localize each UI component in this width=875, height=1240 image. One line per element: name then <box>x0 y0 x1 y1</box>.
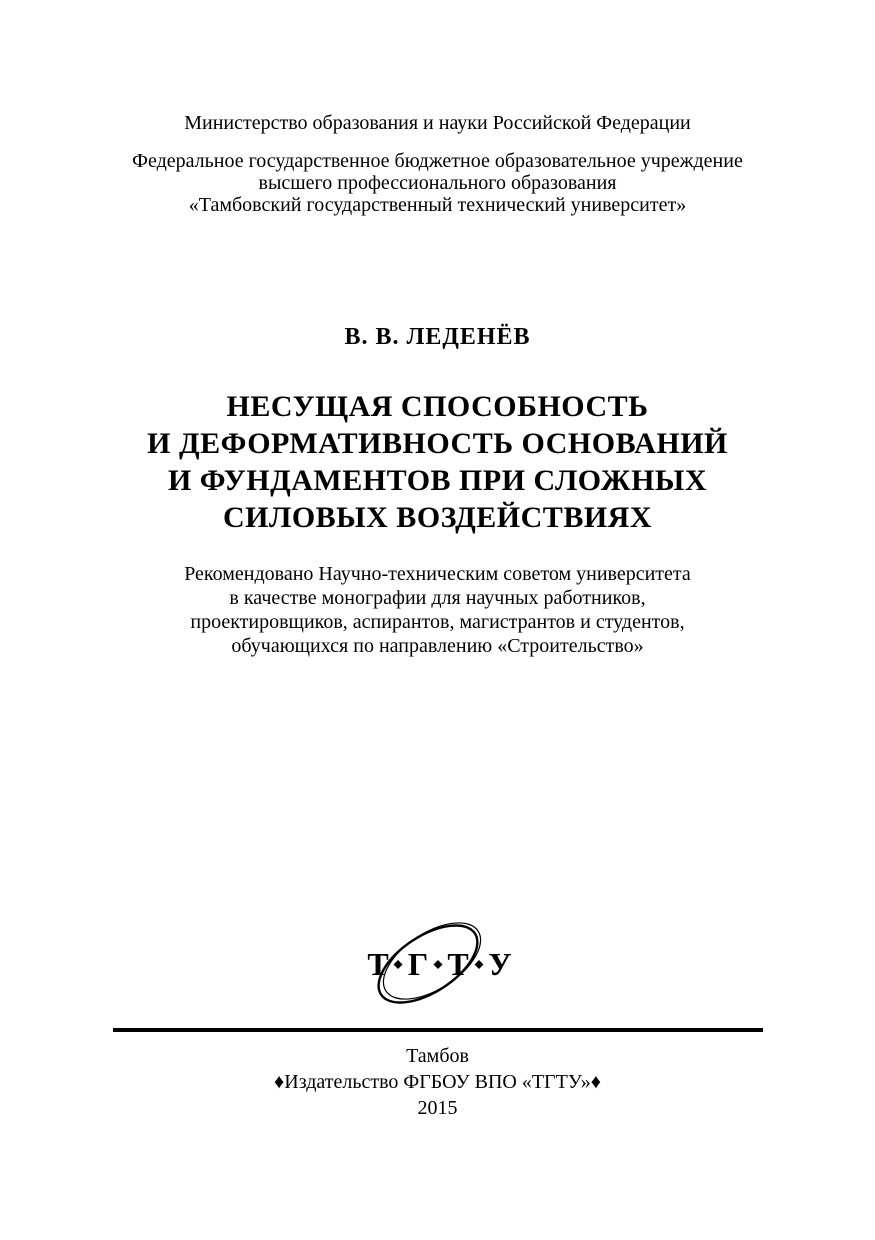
tstu-logo <box>328 908 548 1020</box>
imprint-city: Тамбов <box>406 1045 469 1067</box>
institution-line: высшего профессионального образования <box>258 172 617 194</box>
logo-letter: Т <box>446 946 469 982</box>
title-line: И ДЕФОРМАТИВНОСТЬ ОСНОВАНИЙ <box>147 427 728 460</box>
title-line: И ФУНДАМЕНТОВ ПРИ СЛОЖНЫХ <box>167 464 708 497</box>
imprint-block <box>0 1043 875 1121</box>
book-title <box>0 388 875 536</box>
title-line: НЕСУЩАЯ СПОСОБНОСТЬ <box>226 390 649 423</box>
title-line: СИЛОВЫХ ВОЗДЕЙСТВИЯХ <box>222 501 652 534</box>
recommendation-line: обучающихся по направлению «Строительство» <box>231 635 644 657</box>
recommendation-line: в качестве монографии для научных работников, <box>229 587 646 609</box>
logo-diamond-separator-icon <box>433 960 442 969</box>
logo-letter: Т <box>366 946 389 982</box>
header-block <box>0 112 875 216</box>
institution-block <box>0 150 875 216</box>
imprint-divider <box>113 1028 763 1032</box>
logo-diamond-separator-icon <box>393 960 402 969</box>
ministry-line: Министерство образования и науки Российской Федерации <box>184 112 691 134</box>
imprint-publisher: ♦Издательство ФГБОУ ВПО «ТГТУ»♦ <box>274 1071 601 1093</box>
author-name: В. В. ЛЕДЕНЁВ <box>344 324 531 350</box>
institution-line: «Тамбовский государственный технический университет» <box>188 194 687 216</box>
tstu-logo-graphic <box>328 908 548 1020</box>
logo-letter: У <box>487 946 512 982</box>
logo-diamond-separator-icon <box>474 960 483 969</box>
imprint-year: 2015 <box>417 1097 458 1119</box>
logo-letter: Г <box>407 946 428 982</box>
recommendation-line: Рекомендовано Научно-техническим советом университета <box>184 563 691 585</box>
institution-line: Федеральное государственное бюджетное образовательное учреждение <box>132 150 743 172</box>
recommendation-line: проектировщиков, аспирантов, магистрантов и студентов, <box>190 611 685 633</box>
recommendation-block <box>0 562 875 658</box>
